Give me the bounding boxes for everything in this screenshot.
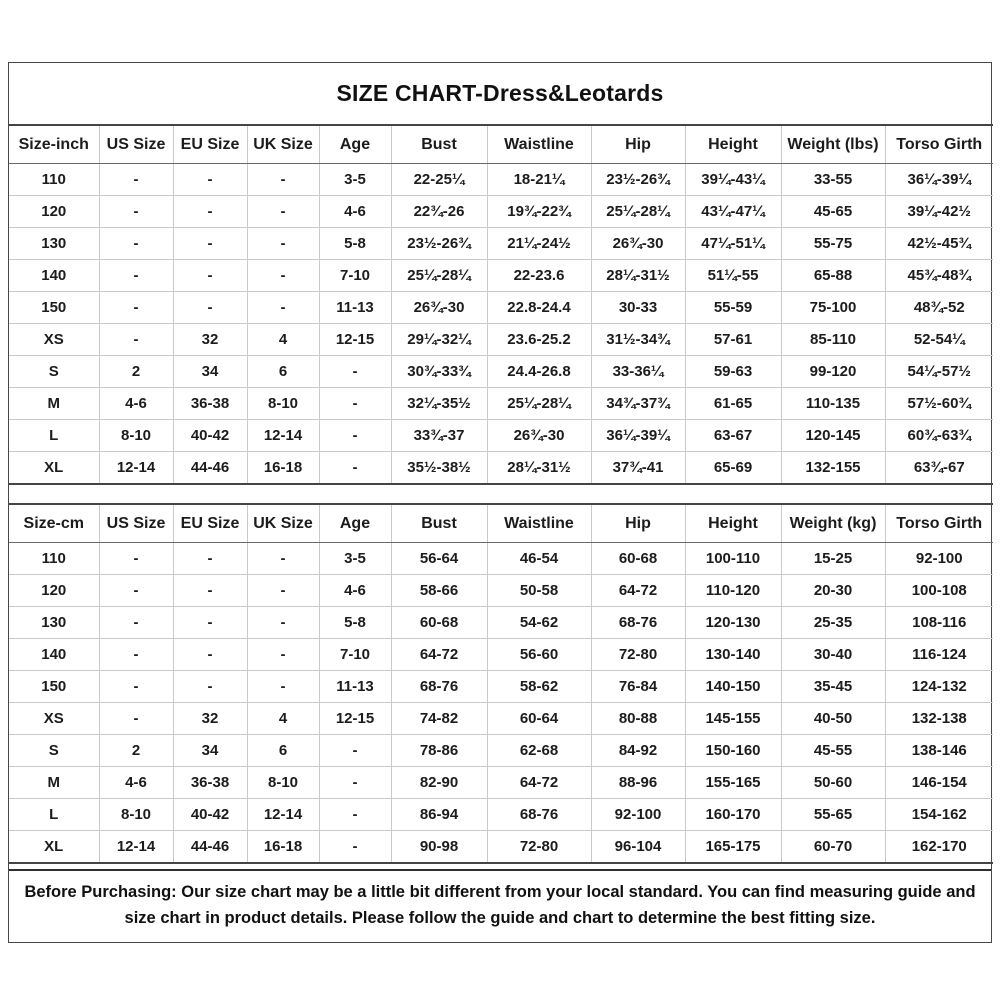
header-cell: Waistline — [487, 504, 591, 543]
table-cell: - — [173, 607, 247, 639]
table-cell: 96-104 — [591, 831, 685, 864]
table-cell: - — [319, 420, 391, 452]
table-cell: 68-76 — [487, 799, 591, 831]
table-cell: 145-155 — [685, 703, 781, 735]
table-cell: 22-25¼ — [391, 164, 487, 196]
table-row — [9, 831, 993, 864]
table-cell: 39¼-42½ — [885, 196, 993, 228]
table-cell: 146-154 — [885, 767, 993, 799]
table-cell: 23.6-25.2 — [487, 324, 591, 356]
table-cell: 60¾-63¾ — [885, 420, 993, 452]
table-cell: 42½-45¾ — [885, 228, 993, 260]
table-cell: 132-138 — [885, 703, 993, 735]
table-cell: 140 — [9, 260, 99, 292]
table-cell: 33-55 — [781, 164, 885, 196]
table-cell: 21¼-24½ — [487, 228, 591, 260]
header-cell: Size-cm — [9, 504, 99, 543]
size-chart-sheet — [8, 62, 992, 943]
table-cell: 150 — [9, 292, 99, 324]
table-row — [9, 767, 993, 799]
table-cell: 92-100 — [591, 799, 685, 831]
table-cell: 62-68 — [487, 735, 591, 767]
table-cell: 74-82 — [391, 703, 487, 735]
table-cell: 26¾-30 — [391, 292, 487, 324]
table-row — [9, 671, 993, 703]
table-cell: - — [99, 703, 173, 735]
table-cell: 58-66 — [391, 575, 487, 607]
table-cell: 28¼-31½ — [487, 452, 591, 485]
table-cell: 5-8 — [319, 228, 391, 260]
table-cell: 130-140 — [685, 639, 781, 671]
table-cell: 50-60 — [781, 767, 885, 799]
table-cell: 54¼-57½ — [885, 356, 993, 388]
table-cell: 4 — [247, 324, 319, 356]
header-cell: Waistline — [487, 125, 591, 164]
page-title: SIZE CHART-Dress&Leotards — [336, 80, 664, 106]
table-cell: 140-150 — [685, 671, 781, 703]
table-row — [9, 420, 993, 452]
header-cell: Hip — [591, 504, 685, 543]
table-cell: - — [99, 228, 173, 260]
table-cell: 72-80 — [591, 639, 685, 671]
table-cell: 86-94 — [391, 799, 487, 831]
table-row — [9, 452, 993, 485]
table-cell: 3-5 — [319, 164, 391, 196]
header-row — [9, 125, 993, 164]
table-cell: 33¾-37 — [391, 420, 487, 452]
table-cell: 59-63 — [685, 356, 781, 388]
size-table-cm — [9, 503, 993, 864]
table-cell: 12-14 — [247, 420, 319, 452]
header-cell: EU Size — [173, 504, 247, 543]
table-cell: - — [247, 164, 319, 196]
table-cell: 155-165 — [685, 767, 781, 799]
table-cell: 12-14 — [99, 831, 173, 864]
table-cell: 30-33 — [591, 292, 685, 324]
table-cell: 24.4-26.8 — [487, 356, 591, 388]
table-cell: 19¾-22¾ — [487, 196, 591, 228]
table-cell: 8-10 — [247, 767, 319, 799]
table-cell: 45¾-48¾ — [885, 260, 993, 292]
table-cell: 8-10 — [247, 388, 319, 420]
table-cell: 116-124 — [885, 639, 993, 671]
header-cell: Weight (lbs) — [781, 125, 885, 164]
table-cell: 31½-34¾ — [591, 324, 685, 356]
table-cell: 32 — [173, 324, 247, 356]
header-cell: UK Size — [247, 125, 319, 164]
table-cell: 20-30 — [781, 575, 885, 607]
table-cell: - — [173, 164, 247, 196]
table-cell: 26¾-30 — [591, 228, 685, 260]
table-cell: 4-6 — [99, 388, 173, 420]
table-cell: - — [319, 831, 391, 864]
table-cell: - — [247, 228, 319, 260]
table-row — [9, 388, 993, 420]
table-cell: 48¾-52 — [885, 292, 993, 324]
table-cell: 40-42 — [173, 420, 247, 452]
header-cell: US Size — [99, 125, 173, 164]
header-cell: Bust — [391, 125, 487, 164]
table-cell: 25-35 — [781, 607, 885, 639]
table-cell: 57-61 — [685, 324, 781, 356]
table-cell: 76-84 — [591, 671, 685, 703]
table-cell: 72-80 — [487, 831, 591, 864]
table-cell: 37¾-41 — [591, 452, 685, 485]
table-cell: 85-110 — [781, 324, 885, 356]
table-cell: 68-76 — [391, 671, 487, 703]
table-cell: 32¼-35½ — [391, 388, 487, 420]
table-cell: 64-72 — [487, 767, 591, 799]
table-cell: 35½-38½ — [391, 452, 487, 485]
table-cell: 100-108 — [885, 575, 993, 607]
table-cell: 55-75 — [781, 228, 885, 260]
table-cell: - — [247, 607, 319, 639]
table-cell: 120-145 — [781, 420, 885, 452]
table-cell: 120-130 — [685, 607, 781, 639]
table-cell: 63¾-67 — [885, 452, 993, 485]
table-cell: 45-65 — [781, 196, 885, 228]
table-cell: 25¼-28¼ — [591, 196, 685, 228]
table-cell: - — [247, 292, 319, 324]
table-cell: 6 — [247, 735, 319, 767]
table-cell: 34 — [173, 735, 247, 767]
table-row — [9, 196, 993, 228]
table-cell: 40-42 — [173, 799, 247, 831]
table-cell: 56-60 — [487, 639, 591, 671]
table-cell: 18-21¼ — [487, 164, 591, 196]
table-cell: 55-59 — [685, 292, 781, 324]
header-cell: Weight (kg) — [781, 504, 885, 543]
table-cell: 46-54 — [487, 543, 591, 575]
purchase-note: Before Purchasing: Our size chart may be a little bit different from your local standard. You can find measuring guide and size chart in product details. Please follow the guide and chart to determine the best fitting size. — [9, 869, 991, 942]
table-cell: 80-88 — [591, 703, 685, 735]
table-cell: 44-46 — [173, 831, 247, 864]
table-cell: 22.8-24.4 — [487, 292, 591, 324]
table-cell: 34 — [173, 356, 247, 388]
table-cell: - — [173, 260, 247, 292]
table-cell: 110 — [9, 164, 99, 196]
table-cell: 51¼-55 — [685, 260, 781, 292]
table-cell: 61-65 — [685, 388, 781, 420]
table-row — [9, 228, 993, 260]
table-body-cm — [9, 543, 993, 864]
table-cell: 52-54¼ — [885, 324, 993, 356]
table-row — [9, 607, 993, 639]
table-cell: 60-68 — [591, 543, 685, 575]
table-header-inch — [9, 125, 993, 164]
table-cell: XS — [9, 703, 99, 735]
table-cell: 63-67 — [685, 420, 781, 452]
table-cell: - — [99, 575, 173, 607]
table-row — [9, 735, 993, 767]
header-cell: Age — [319, 504, 391, 543]
header-cell: Height — [685, 504, 781, 543]
table-cell: - — [173, 575, 247, 607]
table-cell: 92-100 — [885, 543, 993, 575]
table-cell: - — [173, 292, 247, 324]
table-row — [9, 260, 993, 292]
size-table-inch — [9, 124, 993, 485]
table-cell: 35-45 — [781, 671, 885, 703]
table-cell: - — [247, 260, 319, 292]
table-cell: 154-162 — [885, 799, 993, 831]
table-cell: XL — [9, 831, 99, 864]
table-cell: 8-10 — [99, 420, 173, 452]
table-cell: S — [9, 735, 99, 767]
table-body-inch — [9, 164, 993, 485]
table-cell: 39¼-43¼ — [685, 164, 781, 196]
table-cell: 40-50 — [781, 703, 885, 735]
table-row — [9, 575, 993, 607]
table-cell: 6 — [247, 356, 319, 388]
header-cell: Age — [319, 125, 391, 164]
table-cell: 60-70 — [781, 831, 885, 864]
table-cell: 43¼-47¼ — [685, 196, 781, 228]
table-cell: 130 — [9, 607, 99, 639]
table-row — [9, 164, 993, 196]
table-cell: 7-10 — [319, 260, 391, 292]
table-cell: 56-64 — [391, 543, 487, 575]
table-cell: 3-5 — [319, 543, 391, 575]
table-cell: - — [247, 575, 319, 607]
table-cell: - — [99, 196, 173, 228]
header-cell: Torso Girth — [885, 125, 993, 164]
table-cell: 132-155 — [781, 452, 885, 485]
header-cell: Height — [685, 125, 781, 164]
table-cell: M — [9, 388, 99, 420]
table-row — [9, 543, 993, 575]
table-cell: 55-65 — [781, 799, 885, 831]
table-cell: - — [173, 228, 247, 260]
table-cell: 5-8 — [319, 607, 391, 639]
table-cell: - — [247, 196, 319, 228]
table-cell: - — [319, 799, 391, 831]
table-cell: 58-62 — [487, 671, 591, 703]
table-cell: S — [9, 356, 99, 388]
table-cell: 90-98 — [391, 831, 487, 864]
table-cell: 64-72 — [591, 575, 685, 607]
table-cell: 165-175 — [685, 831, 781, 864]
table-cell: 7-10 — [319, 639, 391, 671]
table-cell: 162-170 — [885, 831, 993, 864]
table-cell: 84-92 — [591, 735, 685, 767]
table-cell: L — [9, 799, 99, 831]
table-cell: 44-46 — [173, 452, 247, 485]
table-cell: 88-96 — [591, 767, 685, 799]
table-cell: 130 — [9, 228, 99, 260]
table-cell: 4-6 — [319, 196, 391, 228]
table-cell: 11-13 — [319, 671, 391, 703]
table-cell: - — [99, 164, 173, 196]
header-row — [9, 504, 993, 543]
table-cell: 12-14 — [247, 799, 319, 831]
table-cell: 8-10 — [99, 799, 173, 831]
table-cell: - — [99, 324, 173, 356]
header-cell: EU Size — [173, 125, 247, 164]
table-cell: 32 — [173, 703, 247, 735]
table-cell: - — [319, 452, 391, 485]
table-cell: 68-76 — [591, 607, 685, 639]
table-cell: 30-40 — [781, 639, 885, 671]
header-cell: US Size — [99, 504, 173, 543]
table-cell: 120 — [9, 575, 99, 607]
header-cell: UK Size — [247, 504, 319, 543]
table-cell: 12-15 — [319, 324, 391, 356]
table-cell: 4 — [247, 703, 319, 735]
table-cell: 82-90 — [391, 767, 487, 799]
table-cell: 36-38 — [173, 388, 247, 420]
table-cell: 45-55 — [781, 735, 885, 767]
table-cell: 124-132 — [885, 671, 993, 703]
table-cell: - — [99, 543, 173, 575]
table-cell: 30¾-33¾ — [391, 356, 487, 388]
table-cell: - — [99, 607, 173, 639]
table-cell: 4-6 — [99, 767, 173, 799]
table-row — [9, 356, 993, 388]
table-cell: 15-25 — [781, 543, 885, 575]
table-header-cm — [9, 504, 993, 543]
table-cell: 54-62 — [487, 607, 591, 639]
table-cell: 140 — [9, 639, 99, 671]
table-cell: 57½-60¾ — [885, 388, 993, 420]
table-cell: 22-23.6 — [487, 260, 591, 292]
table-cell: XS — [9, 324, 99, 356]
table-cell: 47¼-51¼ — [685, 228, 781, 260]
table-cell: 2 — [99, 735, 173, 767]
table-cell: - — [247, 543, 319, 575]
table-cell: - — [319, 356, 391, 388]
table-cell: 60-68 — [391, 607, 487, 639]
table-row — [9, 324, 993, 356]
table-cell: 22¾-26 — [391, 196, 487, 228]
table-cell: - — [99, 639, 173, 671]
table-cell: - — [173, 671, 247, 703]
table-cell: 160-170 — [685, 799, 781, 831]
table-cell: - — [319, 767, 391, 799]
table-cell: - — [173, 196, 247, 228]
table-cell: 78-86 — [391, 735, 487, 767]
table-cell: 23½-26¾ — [391, 228, 487, 260]
table-cell: 16-18 — [247, 452, 319, 485]
table-row — [9, 703, 993, 735]
table-cell: M — [9, 767, 99, 799]
table-cell: 50-58 — [487, 575, 591, 607]
table-cell: XL — [9, 452, 99, 485]
table-cell: L — [9, 420, 99, 452]
header-cell: Torso Girth — [885, 504, 993, 543]
table-cell: - — [319, 735, 391, 767]
table-cell: - — [99, 260, 173, 292]
table-cell: - — [99, 671, 173, 703]
table-cell: 36¼-39¼ — [591, 420, 685, 452]
table-cell: - — [247, 671, 319, 703]
table-cell: 150-160 — [685, 735, 781, 767]
table-cell: 11-13 — [319, 292, 391, 324]
table-cell: 100-110 — [685, 543, 781, 575]
table-cell: 138-146 — [885, 735, 993, 767]
table-cell: 12-14 — [99, 452, 173, 485]
table-cell: - — [173, 543, 247, 575]
table-cell: 16-18 — [247, 831, 319, 864]
table-cell: 60-64 — [487, 703, 591, 735]
table-cell: 2 — [99, 356, 173, 388]
table-row — [9, 639, 993, 671]
table-cell: - — [99, 292, 173, 324]
table-row — [9, 292, 993, 324]
table-cell: 36¼-39¼ — [885, 164, 993, 196]
table-cell: 34¾-37¾ — [591, 388, 685, 420]
table-cell: 64-72 — [391, 639, 487, 671]
header-cell: Bust — [391, 504, 487, 543]
table-cell: 110-135 — [781, 388, 885, 420]
header-cell: Hip — [591, 125, 685, 164]
table-cell: 29¼-32¼ — [391, 324, 487, 356]
table-cell: 120 — [9, 196, 99, 228]
table-cell: 23½-26¾ — [591, 164, 685, 196]
table-cell: 150 — [9, 671, 99, 703]
table-cell: 25¼-28¼ — [487, 388, 591, 420]
table-cell: 65-88 — [781, 260, 885, 292]
table-cell: 36-38 — [173, 767, 247, 799]
table-cell: 28¼-31½ — [591, 260, 685, 292]
table-cell: 108-116 — [885, 607, 993, 639]
table-cell: 110-120 — [685, 575, 781, 607]
table-cell: 75-100 — [781, 292, 885, 324]
table-cell: - — [173, 639, 247, 671]
table-cell: 4-6 — [319, 575, 391, 607]
table-spacer — [9, 485, 991, 503]
table-row — [9, 799, 993, 831]
header-cell: Size-inch — [9, 125, 99, 164]
table-cell: 110 — [9, 543, 99, 575]
table-cell: 12-15 — [319, 703, 391, 735]
table-cell: 33-36¼ — [591, 356, 685, 388]
table-cell: 99-120 — [781, 356, 885, 388]
table-cell: - — [247, 639, 319, 671]
table-cell: 25¼-28¼ — [391, 260, 487, 292]
table-cell: - — [319, 388, 391, 420]
table-cell: 65-69 — [685, 452, 781, 485]
table-cell: 26¾-30 — [487, 420, 591, 452]
